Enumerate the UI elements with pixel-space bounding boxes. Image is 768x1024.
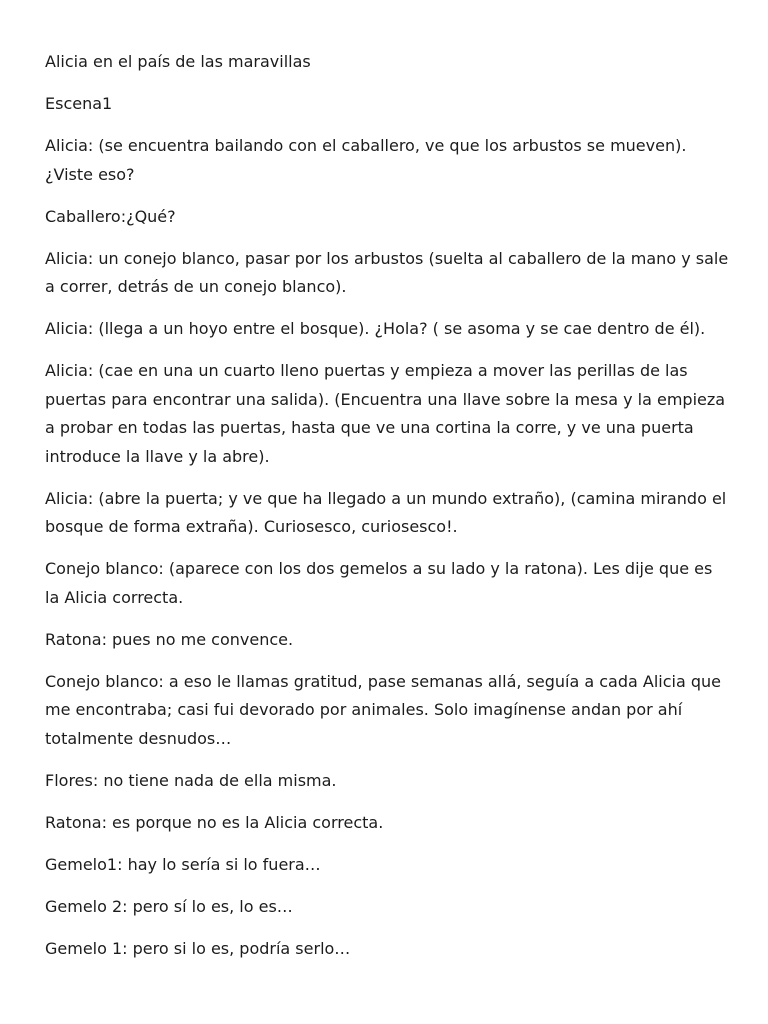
dialogue-line: Gemelo1: hay lo sería si lo fuera… xyxy=(45,854,321,874)
dialogue-line: Alicia: (cae en una un cuarto lleno puertas y empieza a mover las perillas de las puertas para encontrar una salida). (Encuentra una llave sobre la mesa y la empieza a probar en todas las puertas, hasta que ve una cortina la corre, y ve una puerta introduce la llave y la abre). xyxy=(45,361,726,466)
dialogue-line: Conejo blanco: a eso le llamas gratitud, pase semanas allá, seguía a cada Alicia que me encontraba; casi fui devorado por animales. Solo imagínense andan por ahí totalmente desnudos… xyxy=(45,671,721,748)
document-title: Alicia en el país de las maravillas xyxy=(45,52,311,71)
dialogue-line: Alicia: (llega a un hoyo entre el bosque). ¿Hola? ( se asoma y se cae dentro de él). xyxy=(45,319,706,338)
dialogue-line: Alicia: (abre la puerta; y ve que ha llegado a un mundo extraño), (camina mirando el bosque de forma extraña). Curiosesco, curiosesco!. xyxy=(45,488,727,536)
scene-heading: Escena1 xyxy=(45,94,113,113)
dialogue-line: Caballero:¿Qué? xyxy=(45,206,176,226)
dialogue-line: Alicia: (se encuentra bailando con el caballero, ve que los arbustos se mueven). ¿Viste eso? xyxy=(45,136,687,184)
dialogue-line: Conejo blanco: (aparece con los dos gemelos a su lado y la ratona). Les dije que es la Alicia correcta. xyxy=(45,559,713,607)
dialogue-line: Flores: no tiene nada de ella misma. xyxy=(45,770,337,790)
dialogue-line: Gemelo 1: pero si lo es, podría serlo… xyxy=(45,938,351,958)
dialogue-line: Ratona: es porque no es la Alicia correcta. xyxy=(45,812,384,832)
script-text xyxy=(45,48,730,977)
dialogue-line: Gemelo 2: pero sí lo es, lo es… xyxy=(45,896,293,916)
dialogue-line: Alicia: un conejo blanco, pasar por los arbustos (suelta al caballero de la mano y sale a correr, detrás de un conejo blanco). xyxy=(45,248,729,296)
dialogue-line: Ratona: pues no me convence. xyxy=(45,629,294,649)
